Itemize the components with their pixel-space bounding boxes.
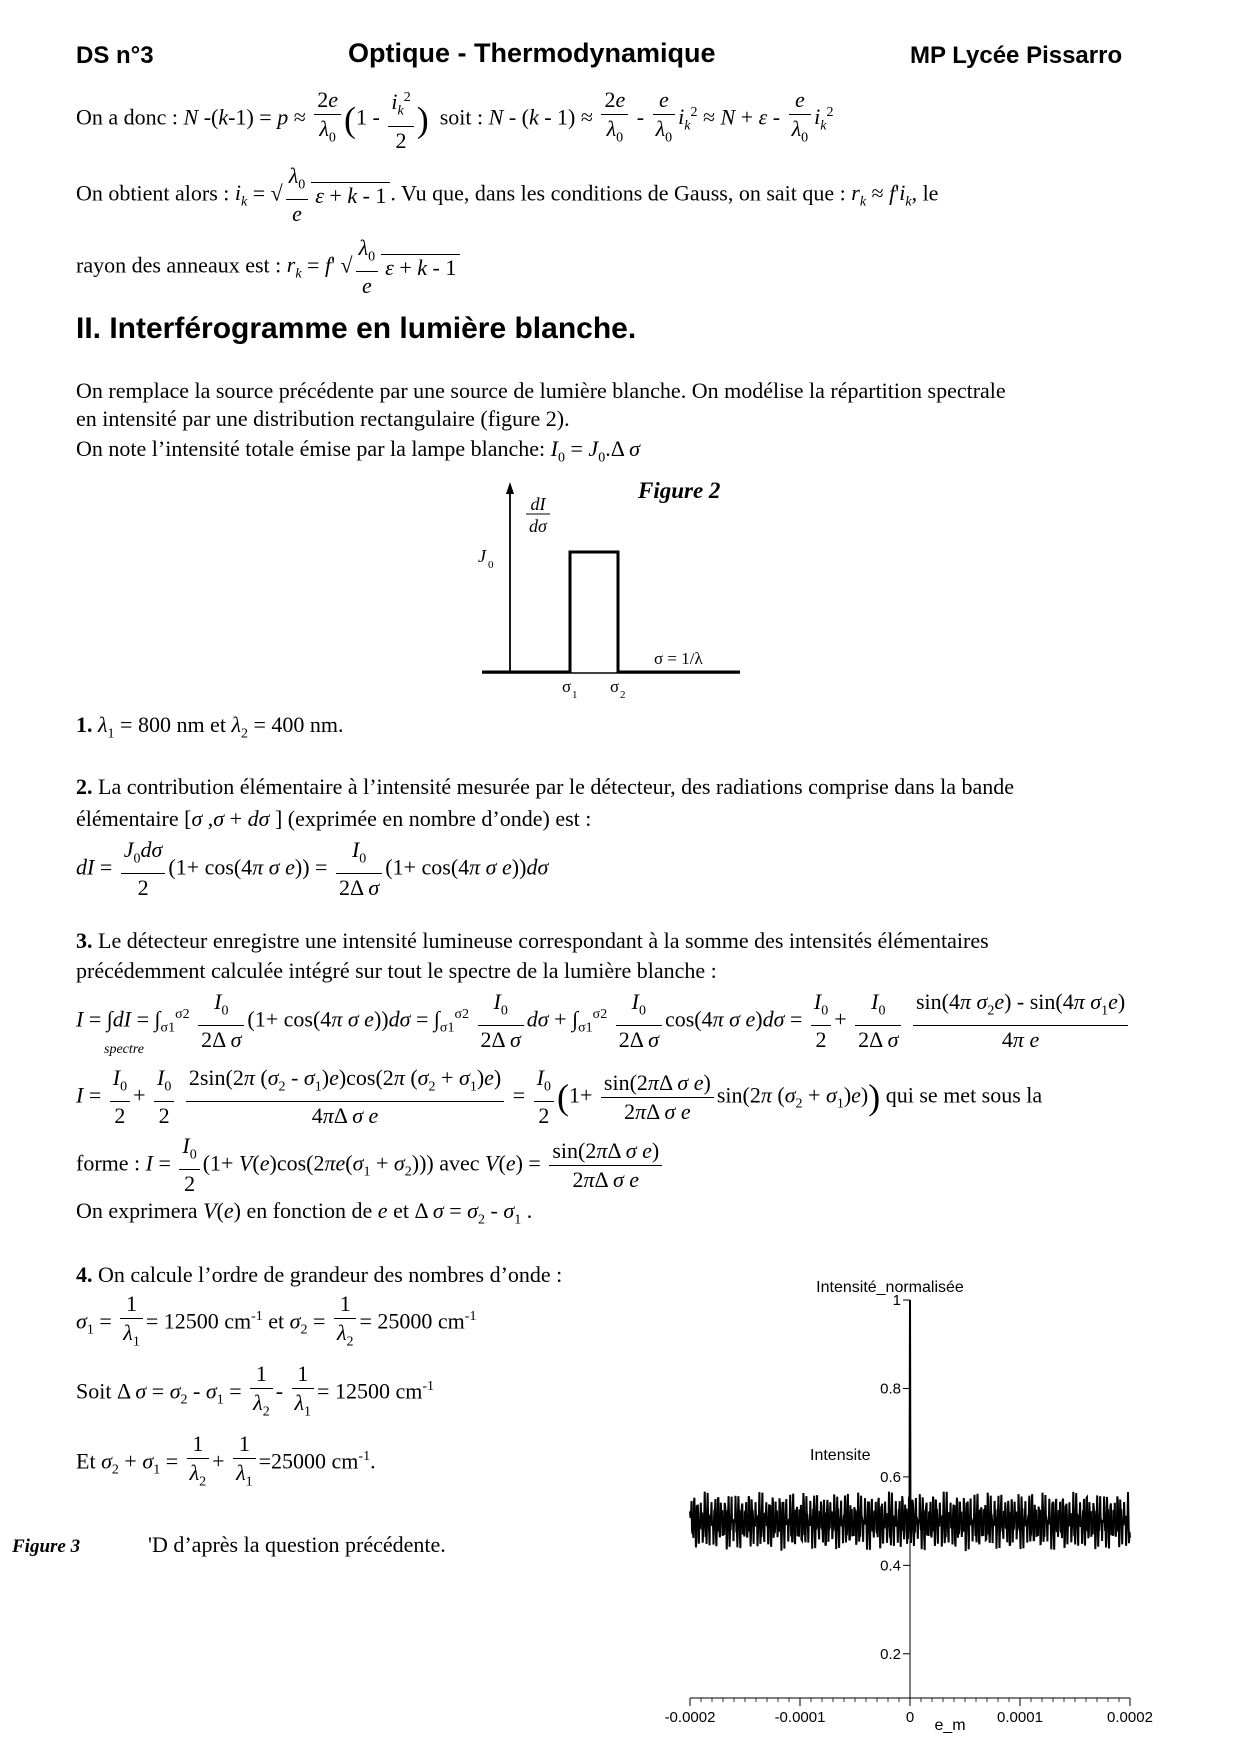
chart-title: Intensité_normalisée [816,1279,964,1296]
figure2-xaxis-label: σ = 1/λ [654,649,703,668]
figure2-y-arrow [506,482,514,494]
figure2-ylabel-den: dσ [529,516,547,536]
intro-p3: On note l’intensité totale émise par la lampe blanche: $I_0 = J_0.\Delta$ σ [76,436,640,466]
chart-x-tick-label: 0.0002 [1107,1709,1153,1726]
question-3-integral: $I = \int dI = \int_{\sigma 1}^{\sigma 2}$ $\frac{I_0}{\text{2Δ σ}}$ (1+ cos(4π σ $e))d\sigma = \int_{\sigma 1}^{\sigma 2}$ $\frac{I_0}{\text{2Δ σ}}$ $d\sigma + \int_{\sigma 1}^{\sigma 2}$ $\frac{I_0}{\text{2Δ σ}}$ cos(4π σ e)dσ = $\frac{I_0}{2}$ + $\frac{I_0}{\text{2Δ σ}}$ $\frac{\sin(4\pi \sigma_2e) - \sin(4\pi \sigma_1e)}{\text{4π e}}$ [76,988,1131,1054]
header-right: MP Lycée Pissarro [910,42,1123,69]
chart-y-tick-label: 0.2 [880,1645,901,1663]
chart-x-tick-label: 0.0001 [997,1709,1043,1726]
figure2-tick2: σ [610,677,620,696]
figure3-note: 'D d’après la question précédente. [148,1532,446,1557]
intro-p1: On remplace la source précédente par une source de lumière blanche. On modélise la répartition spectrale [76,378,1006,403]
chart-series-label: Intensite [810,1447,871,1464]
chart-y-tick-label: 0.4 [880,1557,901,1575]
question-4-delta: Soit Δ $\sigma = \sigma_2 - \sigma_1$ = $\frac{1}{\lambda_2}$ - $\frac{1}{\lambda_1}$ = 12500 $cm^{-1}$ [76,1361,435,1420]
figure2-tick1: σ [562,677,572,696]
question-4-sum: Et $\sigma_2 + \sigma_1$ = $\frac{1}{\lambda_2}$ + $\frac{1}{\lambda_1}$ =25000 $cm^{-1}$. [76,1431,376,1490]
question-2-p1: 2. La contribution élémentaire à l’intensité mesurée par le détecteur, des radiations comprise dans la bande [76,774,1015,799]
question-3-exprimera: On exprimera V(e) en fonction de e et Δ $\sigma = \sigma_2 - \sigma_1$ . [76,1198,533,1228]
chart-y-tick-label: 0.6 [880,1468,901,1486]
intro-p2: en intensité par une distribution rectangulaire (figure 2). [76,406,570,431]
chart-x-tick-label: 0 [905,1709,915,1726]
figure2-ylabel-num: dI [530,494,546,514]
chart-series-line [690,1300,1130,1551]
question-2-formula: dI = $\frac{J_0d\sigma}{2}$ (1+ cos(4π σ e)) = $\frac{I_0}{\text{2Δ σ}}$ (1+ cos(4π σ e))dσ [76,837,549,901]
figure2-level-label: J [478,546,486,566]
figure2-level-sub: 0 [488,559,494,571]
figure3-caption: Figure 3 [12,1536,81,1557]
chart-y-tick-label: 1 [892,1292,901,1309]
question-3-forme: forme : I = $\frac{I_0}{2}$ $(1+ V(e)\cos(2\pi e(\sigma_1 + \sigma_2)))$ avec V(e) = $\frac{\text{sin(2πΔ σ e)}}{\text{2πΔ σ e}}$ [76,1132,665,1198]
formula-line-2: On obtient alors : $i_k$ = √ $\frac{\lambda_0}{e}$ ε + k - 1 . Vu que, dans les conditions de Gauss, on sait que : $r_k \approx f'i_k$, le [76,163,939,227]
question-1: 1. $\lambda_1 = 800$ nm et $\lambda_2 = 400$ nm. [76,712,344,742]
question-2-p2: élémentaire [σ ,σ + dσ ] (exprimée en nombre d’onde) est : [76,806,592,831]
chart-y-tick-label: 0.8 [880,1380,901,1398]
figure2-diagram [470,478,750,706]
section-title: II. Interférogramme en lumière blanche. [76,312,637,345]
formula-line-1: On a donc : N -(k-1) = p ≈ $\frac{2e}{\lambda_0}$ (1 - $\frac{i_k^2}{2}$ ) soit : N - (k - 1) ≈ $\frac{2e}{\lambda_0}$ - $\frac{e}{\lambda_0}$ $i_k^2 \approx N + \varepsilon$ - $\frac{e}{\lambda_0}$ $i_k^2$ [76,84,834,155]
question-3-p1: 3. Le détecteur enregistre une intensité lumineuse correspondant à la somme des intensités élémentaires [76,928,989,953]
header-left: DS n°3 [76,42,154,69]
formula-line-3: rayon des anneaux est : $r_k = f'$ √ $\frac{\lambda_0}{e}$ ε + k - 1 [76,234,460,300]
chart-x-tick-label: -0.0002 [664,1709,716,1726]
figure2-tick2-sub: 2 [620,689,626,701]
question-4-sigmas: $\sigma_1$ = $\frac{1}{\lambda_1}$ = 12500 $cm^{-1}$ et $\sigma_2$ = $\frac{1}{\lambda_2}$ = 25000 $cm^{-1}$ [76,1291,477,1350]
question-3-p2: précédemment calculée intégré sur tout le spectre de la lumière blanche : [76,958,717,983]
chart-x-tick-label: -0.0001 [774,1709,826,1726]
figure2-caption: Figure 2 [638,478,721,503]
question-3-simplify: I = $\frac{I_0}{2}$ + $\frac{I_0}{2}$ $\frac{2\sin(2\pi (\sigma_2 - \sigma_1)e)\cos(2\pi (\sigma_2 + \sigma_1)e)}{\text{4πΔ σ e}}$ = $\frac{I_0}{2}$ (1+ $\frac{\text{sin(2πΔ σ e)}}{\text{2πΔ σ e}}$ sin(2π $(\sigma_2 + \sigma_1)e$)) qui se met sous la [76,1065,1043,1129]
question-4-p1: 4. On calcule l’ordre de grandeur des nombres d’onde : [76,1262,563,1287]
header-title: Optique - Thermodynamique [348,38,716,68]
figure2-tick1-sub: 1 [572,689,578,701]
spectre-label: spectre [104,1042,144,1057]
chart-x-label: e_m [934,1717,966,1734]
figure3-chart [660,1270,1180,1740]
